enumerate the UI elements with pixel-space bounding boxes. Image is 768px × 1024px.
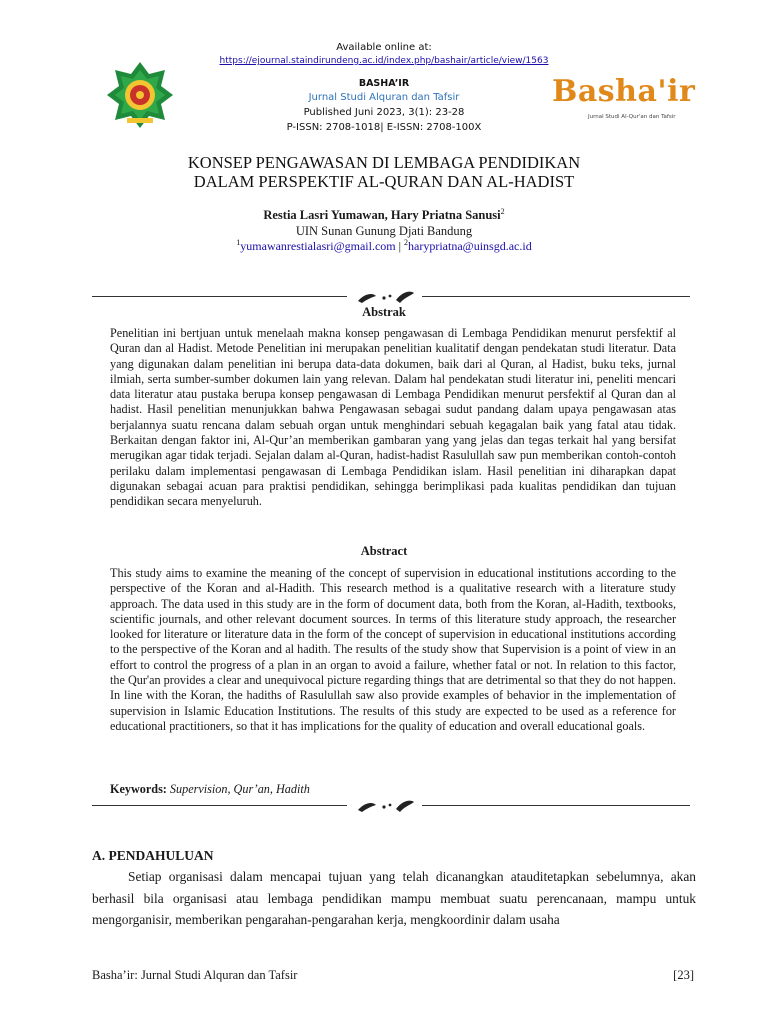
publication-info: Published Juni 2023, 3(1): 23-28 xyxy=(303,107,465,118)
affiliation: UIN Sunan Gunung Djati Bandung xyxy=(295,224,473,238)
section-heading-pendahuluan: A. PENDAHULUAN xyxy=(92,848,214,863)
article-title-line-2: DALAM PERSPEKTIF AL-QURAN DAN AL-HADIST xyxy=(193,172,575,191)
divider-line-right xyxy=(422,805,690,806)
ornament-icon xyxy=(350,797,420,815)
email-separator: | xyxy=(395,239,405,253)
journal-subtitle: Jurnal Studi Alquran dan Tafsir xyxy=(308,92,460,103)
keywords-value: Supervision, Qur’an, Hadith xyxy=(169,782,310,796)
abstrak-text: Penelitian ini bertjuan untuk menelaah makna konsep pengawasan di Lembaga Pendidikan menurut persfektif al Quran dan al Hadist. Metode Penelitian ini merupakan penelitian kualitatif dengan pendekatan studi literatur. Data yang digunakan dalam penelitian ini berupa data-data dokumen, baik dari al Quran, al Hadist, buku teks, jurnal ilmiah, serta sumber-sumber dokumen lain yang relevan. Dalam hal pendekatan studi literatur ini, peneliti mencari data literatur atau pustaka berupa konsep pengawasan di Lembaga Pendidikan menurut persfektif al Quran dan al hadist. Hasil penelitian menunjukkan bahwa Pengawasan sebagai sudut pandang dalam upaya pengawasan atas berjalannya suatu rencana dalam sebuah organ untuk menghindari sebuah kegagalan baik yang fatal atau tidak. Berkaitan dengan faktor ini, Al-Qur’an memberikan gambaran yang yang jelas dan tegas terkait hal yang bersifat merugikan agar tidak terjadi. Sejalan dalam al-Quran, hadist-hadist Rasulullah saw pun memberikan contoh-contoh perilaku dalam implementasi pengawasan di Lembaga Pendidikan islam. Hasil penelitian ini diharapkan dapat digunakan sebagai acuan para praktisi pendidikan, sehingga berimplikasi pada kualitas pendidikan dan tujuan pendidikan secara menyeluruh. xyxy=(110,326,676,509)
divider-line-right xyxy=(422,296,690,297)
journal-logo-wordmark: Basha'ir xyxy=(552,74,696,109)
email-2-sup: 2 xyxy=(404,238,409,247)
ornament-divider xyxy=(92,291,690,303)
abstrak-heading: Abstrak xyxy=(362,305,406,319)
article-url-link[interactable]: https://ejournal.staindirundeng.ac.id/index.php/bashair/article/view/1563 xyxy=(219,56,549,66)
section-body-text: Setiap organisasi dalam mencapai tujuan yang telah dicanangkan atauditetapkan sebelumnya, akan berhasil bila organisasi atau lembaga pendidikan mampu membuat suatu perencanaan, mampu untuk mengorganisir, memberikan pengarahan-pengarahan kerja, mengkoordinir dalam usaha xyxy=(92,869,696,927)
email-1-link[interactable]: yumawanrestialasri@gmail.com xyxy=(240,239,396,253)
author-emails xyxy=(0,238,768,254)
keywords xyxy=(110,782,676,797)
journal-name: BASHA’IR xyxy=(358,78,410,89)
footer-page-number: [23] xyxy=(673,968,694,982)
authors-names: Restia Lasri Yumawan, Hary Priatna Sanusi xyxy=(263,208,501,223)
article-title-line-1: KONSEP PENGAWASAN DI LEMBAGA PENDIDIKAN xyxy=(187,153,581,172)
issn-info: P-ISSN: 2708-1018| E-ISSN: 2708-100X xyxy=(286,122,482,133)
keywords-label: Keywords: xyxy=(110,782,167,796)
ornament-icon xyxy=(350,288,420,306)
journal-logo-subtitle: Jurnal Studi Al-Qur'an dan Tafsir xyxy=(588,114,676,120)
footer-journal-name: Basha’ir: Jurnal Studi Alquran dan Tafsir xyxy=(92,968,298,982)
divider-line-left xyxy=(92,296,347,297)
abstract-text: This study aims to examine the meaning of the concept of supervision in educational institutions according to the perspective of the Koran and al-Hadith. This research method is a qualitative research with a literature study approach. The data used in this study are in the form of document data, both from the Koran, al-Hadith, textbooks, scientific journals, and other relevant document sources. In terms of this literature study approach, the researcher looked for literature or literature data in the form of the concept of supervision in educational institutions according to the perspective of the Koran and al hadith. The results of the study show that Supervision is a point of view in an effort to control the progress of a plan in an organ to avoid a failure, whether fatal or not. In relation to this factor, the Qur'an provides a clear and unequivocal picture regarding things that are detrimental so that they do not happen. In line with the Koran, the hadiths of Rasulullah saw also provide examples of behavior in the implementation of supervision in Islamic Education Institutions. The results of this study are expected to be used as a reference for educational practitioners, so that it has implications for the quality of education and overall educational goals. xyxy=(110,566,676,733)
divider-line-left xyxy=(92,805,347,806)
available-online-label: Available online at: xyxy=(336,42,432,53)
email-2-link[interactable]: harypriatna@uinsgd.ac.id xyxy=(408,239,532,253)
abstract-heading: Abstract xyxy=(360,544,408,558)
email-1-sup: 1 xyxy=(236,238,241,247)
authors-sup: 2 xyxy=(500,207,505,216)
ornament-divider-2 xyxy=(92,800,690,812)
authors xyxy=(0,207,768,223)
